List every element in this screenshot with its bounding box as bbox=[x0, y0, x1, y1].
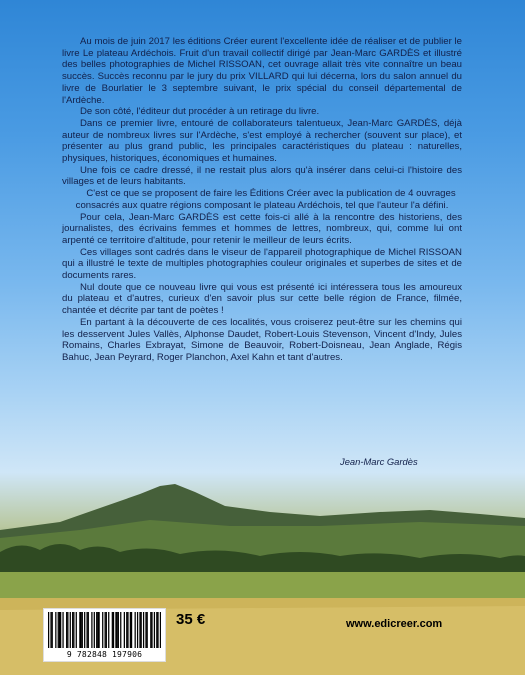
barcode-bar bbox=[115, 612, 116, 648]
barcode-bar bbox=[139, 612, 140, 648]
barcode-bar bbox=[117, 612, 118, 648]
paragraph: Nul doute que ce nouveau livre qui vous est présenté ici intéressera tous les amoureux du plateau et d'autres, curieux d'en savoir plus sur cette belle région de France, filmée, chantée et décrite par tant de poètes ! bbox=[62, 281, 462, 317]
barcode-bar bbox=[124, 612, 125, 648]
barcode-bar bbox=[127, 612, 128, 648]
author-signature: Jean-Marc Gardès bbox=[340, 456, 418, 467]
paragraph: En partant à la découverte de ces localités, vous croiserez peut-être sur les chemins qui les desservent Jules Vallès, Alphonse Daudet, Robert-Louis Stevenson, Vincent d'Indy, Jules Romains, Charles Exbrayat, Simone de Beauvoir, Robert-Doisneau, Jean Anglade, Régis Bahuc, Jean Peyrard, Roger Planchon, Axel Kahn et tant d'autres. bbox=[62, 316, 462, 363]
barcode-bar bbox=[97, 612, 98, 648]
barcode-bar bbox=[96, 612, 97, 648]
paragraph: Une fois ce cadre dressé, il ne restait plus alors qu'à insérer dans celui-ci l'histoire des villages et de leurs habitants. bbox=[62, 164, 462, 188]
paragraph: C'est ce que se proposent de faire les Éditions Créer avec la publication de 4 ouvrages consacrés aux quatre régions composant le plateau Ardéchois, tel que l'auteur l'a défini. bbox=[75, 188, 456, 211]
barcode-bar bbox=[91, 612, 92, 648]
barcode-bar bbox=[52, 612, 53, 648]
barcode-bar bbox=[150, 612, 151, 648]
barcode-bar bbox=[80, 612, 81, 648]
barcode-bar bbox=[67, 612, 68, 648]
barcode-bar bbox=[84, 612, 85, 648]
barcode-bar bbox=[131, 612, 132, 648]
barcode-bar bbox=[59, 612, 60, 648]
barcode-bar bbox=[73, 612, 74, 648]
barcode-bar bbox=[76, 612, 77, 648]
barcode-bar bbox=[141, 612, 142, 648]
barcode-bar bbox=[151, 612, 152, 648]
barcode-bar bbox=[70, 612, 71, 648]
barcode-bar bbox=[157, 612, 158, 648]
barcode-bar bbox=[118, 612, 119, 648]
barcode-bar bbox=[145, 612, 146, 648]
barcode-bar bbox=[88, 612, 89, 648]
barcode-bar bbox=[58, 612, 59, 648]
barcode-bar bbox=[60, 612, 61, 648]
barcode-bar bbox=[147, 612, 148, 648]
isbn-digits: 9 782848 197906 bbox=[66, 650, 143, 659]
paragraph: Dans ce premier livre, entouré de collaborateurs talentueux, Jean-Marc GARDÈS, déjà auteur de nombreux livres sur l'Ardèche, s'est employé à rechercher (souvent sur place), et présenter au plus grand public, les principales caractéristiques du plateau : naturelles, physiques, historiques, économiques et humaines. bbox=[62, 117, 462, 165]
isbn-barcode bbox=[43, 608, 166, 662]
back-cover-text bbox=[62, 36, 462, 364]
barcode-bar bbox=[156, 612, 157, 648]
barcode-bar bbox=[108, 612, 109, 648]
barcode-bar bbox=[160, 612, 161, 648]
barcode-bar bbox=[86, 612, 87, 648]
barcode-bar bbox=[113, 612, 114, 648]
barcode-bar bbox=[66, 612, 67, 648]
paragraph: Pour cela, Jean-Marc GARDÈS est cette fois-ci allé à la rencontre des historiens, des journalistes, des écrivains femmes et hommes de lettres, nombreux, qui, comme lui ont arpenté ce territoire d'altitude, pour retenir le meilleur de leurs écrits. bbox=[62, 211, 462, 246]
barcode-bar bbox=[120, 612, 121, 648]
barcode-bars bbox=[48, 612, 161, 648]
barcode-bar bbox=[79, 612, 80, 648]
barcode-bar bbox=[48, 612, 49, 648]
barcode-bar bbox=[98, 612, 99, 648]
barcode-bar bbox=[72, 612, 73, 648]
barcode-bar bbox=[55, 612, 56, 648]
barcode-bar bbox=[62, 612, 63, 648]
publisher-website: www.edicreer.com bbox=[346, 618, 443, 630]
barcode-bar bbox=[106, 612, 107, 648]
barcode-bar bbox=[135, 612, 136, 648]
barcode-bar bbox=[105, 612, 106, 648]
paragraph: Ces villages sont cadrés dans le viseur de l'appareil photographique de Michel RISSOAN qui a illustré le texte de multiples photographies couleur originales et superbes de sites et de documents rares. bbox=[62, 246, 462, 282]
paragraph: De son côté, l'éditeur dut procéder à un retirage du livre. bbox=[80, 106, 320, 118]
barcode-bar bbox=[130, 612, 131, 648]
barcode-bar bbox=[94, 612, 95, 648]
paragraph: Au mois de juin 2017 les éditions Créer eurent l'excellente idée de réaliser et de publier le livre Le plateau Ardéchois. Fruit d'un travail collectif dirigé par Jean-Marc GARDÈS et illustré des belles photographies de Michel RISSOAN, cet ouvrage allait très vite connaître un beau succès. Succès reconnu par le jury du prix VILLARD qui lui décerna, lors du salon annuel du livre de Bourlatier le 3 septembre suivant, le prix spécial du conseil départemental de l'Ardèche. bbox=[62, 36, 462, 106]
barcode-bar bbox=[82, 612, 83, 648]
barcode-bar bbox=[143, 612, 144, 648]
barcode-bar bbox=[154, 612, 155, 648]
barcode-bar bbox=[126, 612, 127, 648]
barcode-bar bbox=[137, 612, 138, 648]
barcode-bar bbox=[102, 612, 103, 648]
barcode-bar bbox=[112, 612, 113, 648]
barcode-bar bbox=[50, 612, 51, 648]
price-label: 35 € bbox=[176, 611, 206, 628]
